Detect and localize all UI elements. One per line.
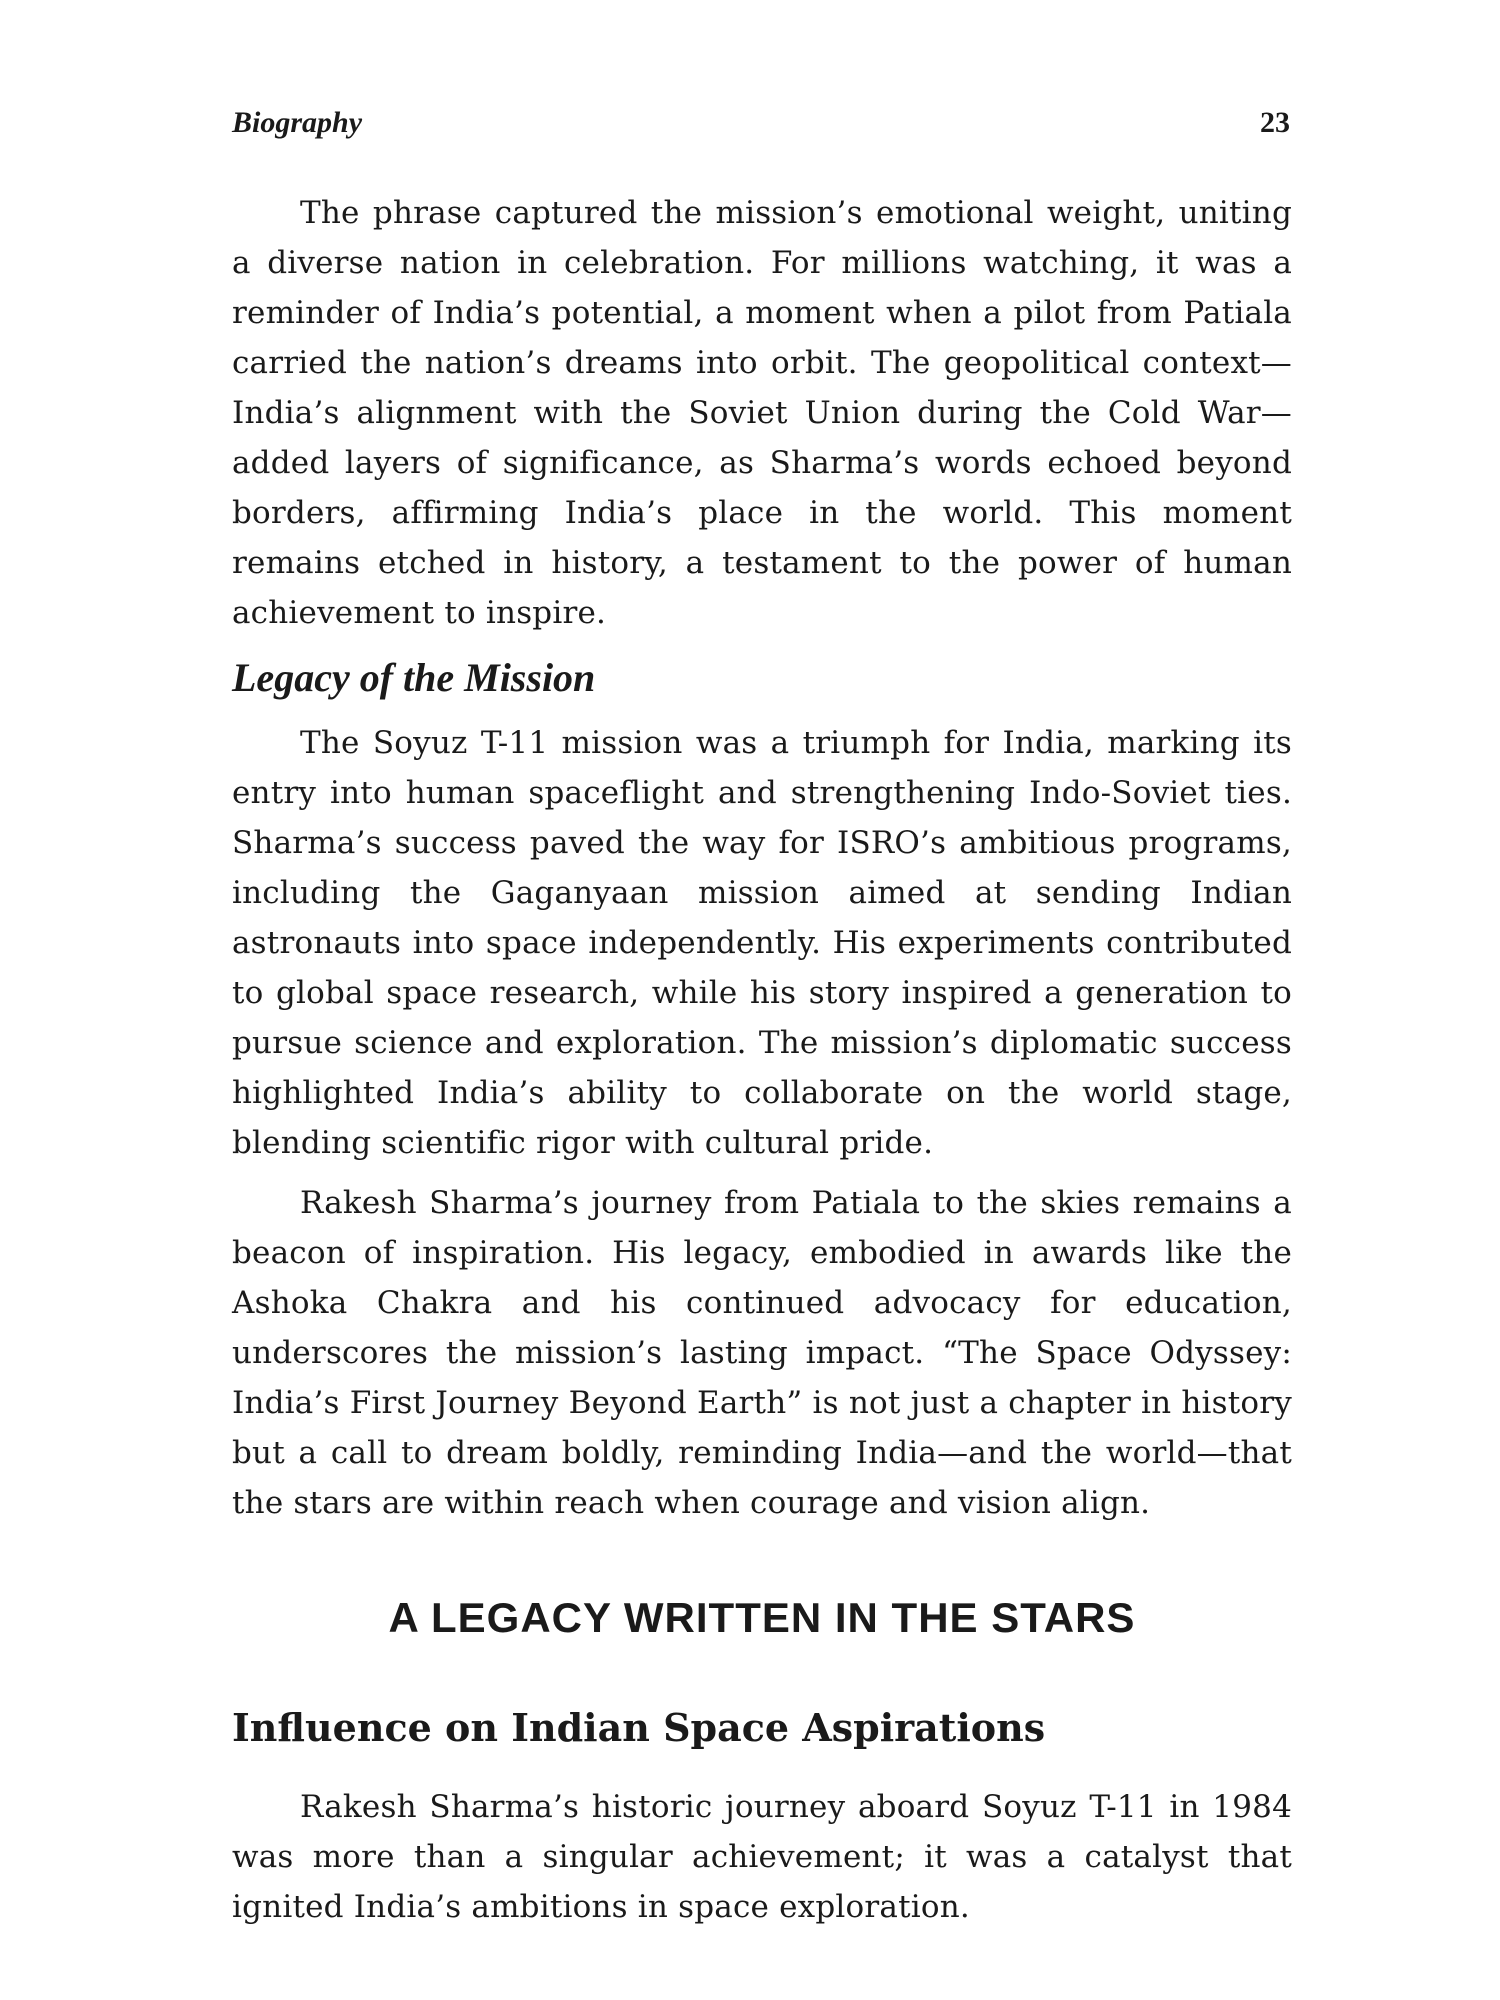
paragraph-phrase-captured: The phrase captured the mission’s emotional weight, uniting a diverse nation in celebration. For millions watching, it was a reminder of India’s potential, a moment when a pilot from Patiala carried the nation’s dreams into orbit. The geopolitical context—India’s alignment with the Soviet Union during the Cold War—added layers of significance, as Sharma’s words echoed beyond borders, affirming India’s place in the world. This moment remains etched in history, a testament to the power of human achievement to inspire.	[232, 195, 1292, 631]
running-header	[232, 100, 1292, 160]
paragraph-soyuz-triumph: The Soyuz T-11 mission was a triumph for India, marking its entry into human spaceflight and strengthening Indo-Soviet ties. Sharma’s success paved the way for ISRO’s ambitious programs, including the Gaganyaan mission aimed at sending Indian astronauts into space independently. His experiments contributed to global space research, while his story inspired a generation to pursue science and exploration. The mission’s diplomatic success highlighted India’s ability to collaborate on the world stage, blending scientific rigor with cultural pride.	[232, 725, 1292, 1161]
paragraph-historic-journey: Rakesh Sharma’s historic journey aboard Soyuz T-11 in 1984 was more than a singular achievement; it was a catalyst that ignited India’s ambitions in space exploration.	[232, 1789, 1292, 1925]
paragraph-sharma-journey: Rakesh Sharma’s journey from Patiala to the skies remains a beacon of inspiration. His legacy, embodied in awards like the Ashoka Chakra and his continued advocacy for education, underscores the mission’s lasting impact. “The Space Odyssey: India’s First Journey Beyond Earth” is not just a chapter in history but a call to dream boldly, reminding India—and the world—that the stars are within reach when courage and vision align.	[232, 1185, 1292, 1521]
book-page	[232, 100, 1292, 1932]
running-title: Biography	[232, 106, 363, 139]
page-number: 23	[1260, 106, 1290, 139]
chapter-title: A LEGACY WRITTEN IN THE STARS	[388, 1594, 1136, 1641]
section-heading: Influence on Indian Space Aspirations	[232, 1705, 1046, 1750]
subheading-legacy-of-the-mission: Legacy of the Mission	[232, 655, 596, 700]
